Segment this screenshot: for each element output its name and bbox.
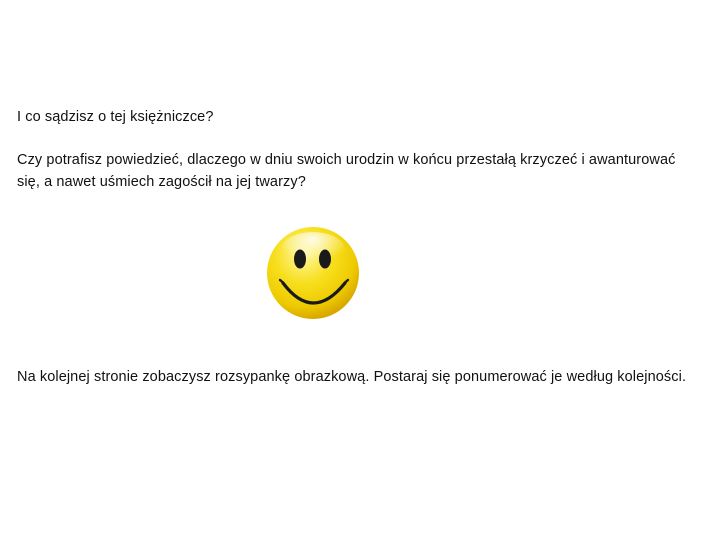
- smiley-face-graphic: [262, 222, 364, 324]
- instructions-paragraph: Na kolejnej stronie zobaczysz rozsypankę obrazkową. Postaraj się ponumerować je według kolejności.: [17, 369, 687, 385]
- smiley-face-icon: [262, 222, 364, 324]
- right-eye: [319, 250, 331, 269]
- left-eye: [294, 250, 306, 269]
- question-text: I co sądzisz o tej księżniczce?: [17, 109, 214, 125]
- face-highlight: [281, 232, 345, 268]
- intro-paragraph: Czy potrafisz powiedzieć, dlaczego w dniu swoich urodzin w końcu przestałą krzyczeć i awanturować się, a nawet uśmiech zagościł na jej twarzy?: [17, 152, 676, 190]
